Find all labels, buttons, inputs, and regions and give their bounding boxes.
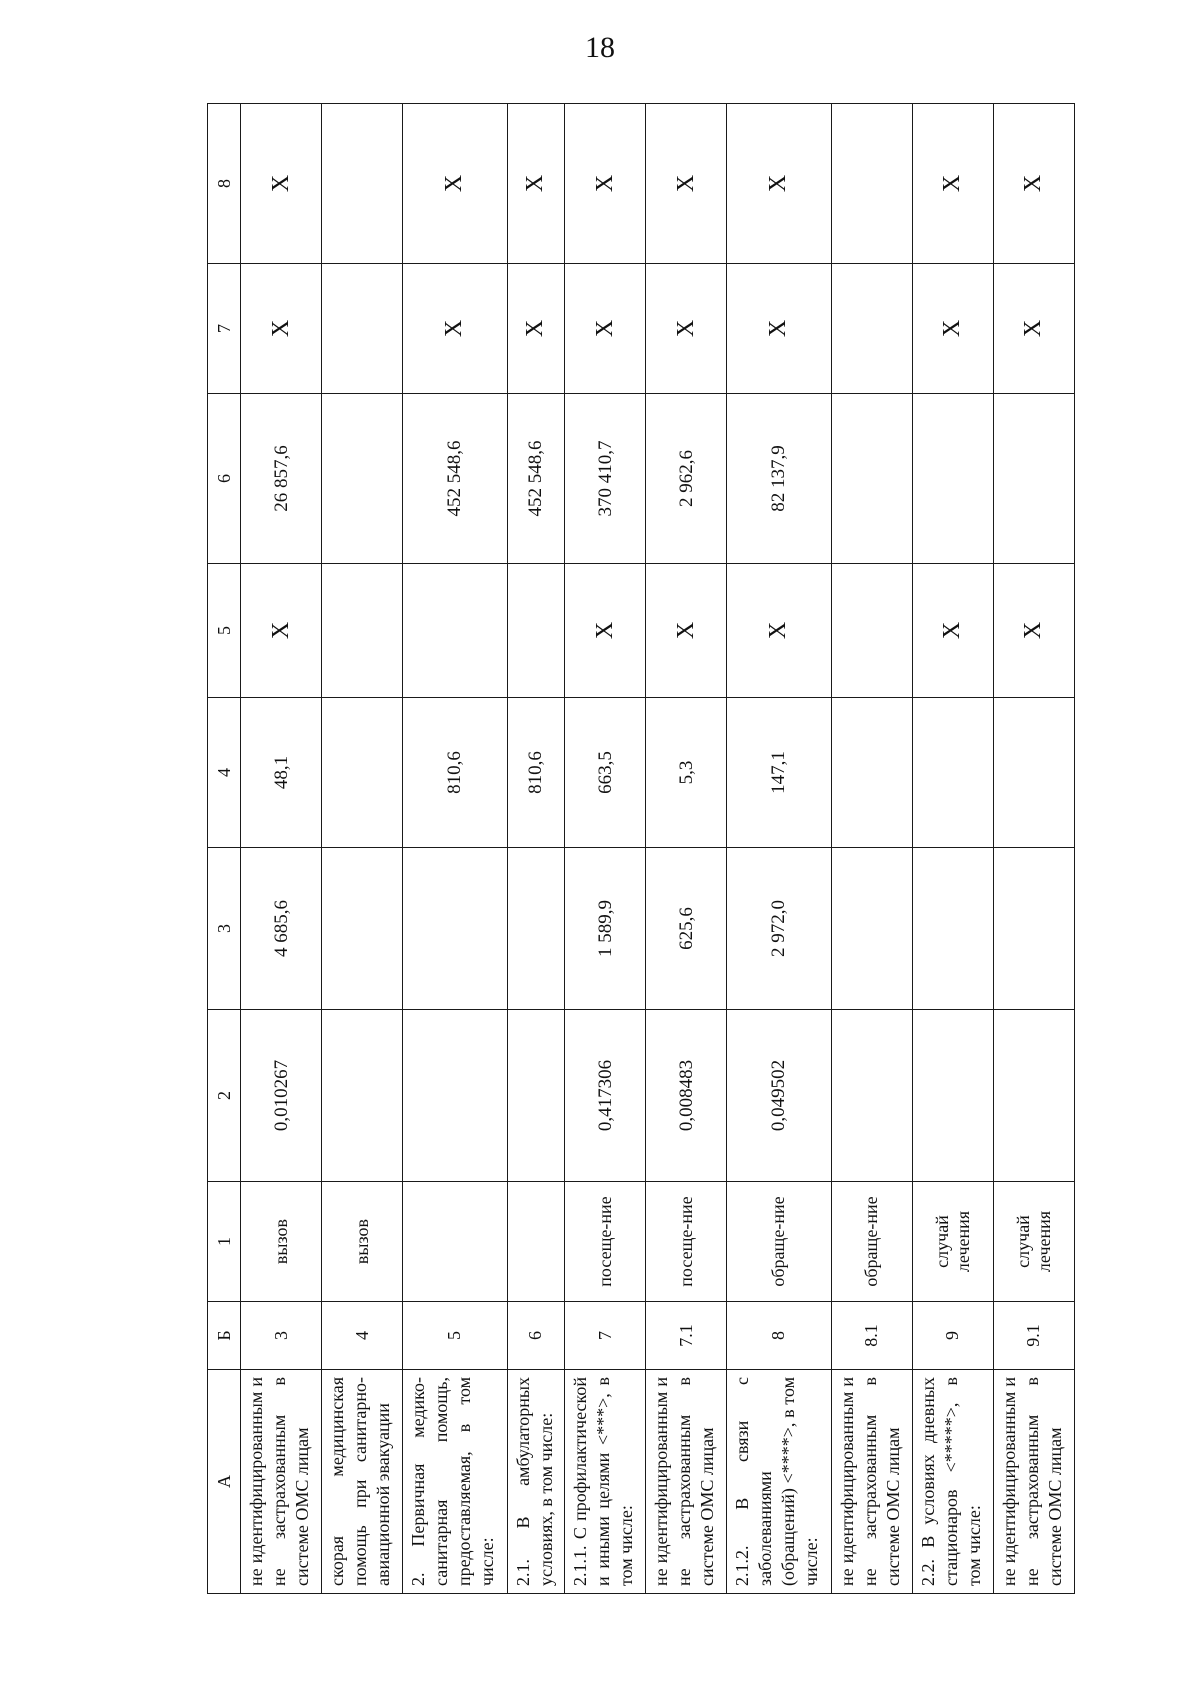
col-5-cell	[403, 564, 508, 698]
unit-cell: посеще-ние	[565, 1182, 646, 1302]
table-row	[912, 104, 993, 1594]
row-code: 8.1	[831, 1302, 912, 1370]
col-7-cell	[831, 264, 912, 394]
col-7-cell: X	[507, 264, 564, 394]
col-8-cell	[831, 104, 912, 264]
column-header-3: 3	[208, 848, 241, 1010]
column-header-5: 5	[208, 564, 241, 698]
col-8-cell: X	[507, 104, 564, 264]
col-4-cell: 5,3	[646, 698, 727, 848]
col-4-cell: 810,6	[403, 698, 508, 848]
row-label: 2.1. В амбулаторных условиях, в том числе:	[507, 1370, 564, 1594]
col-6-cell: 82 137,9	[727, 394, 832, 564]
row-code: 5	[403, 1302, 508, 1370]
column-header-2: 2	[208, 1010, 241, 1182]
column-header-4: 4	[208, 698, 241, 848]
col-6-cell	[322, 394, 403, 564]
col-2-cell	[322, 1010, 403, 1182]
col-5-cell: X	[241, 564, 322, 698]
data-table	[207, 103, 1075, 1594]
col-8-cell: X	[646, 104, 727, 264]
col-3-cell	[831, 848, 912, 1010]
col-6-cell	[912, 394, 993, 564]
col-2-cell	[912, 1010, 993, 1182]
col-5-cell: X	[727, 564, 832, 698]
unit-cell: вызов	[322, 1182, 403, 1302]
table-row	[241, 104, 322, 1594]
unit-cell: случай лечения	[912, 1182, 993, 1302]
col-8-cell: X	[912, 104, 993, 264]
col-4-cell: 810,6	[507, 698, 564, 848]
col-5-cell: X	[646, 564, 727, 698]
unit-cell: вызов	[241, 1182, 322, 1302]
col-7-cell	[322, 264, 403, 394]
row-label: 2.1.1. С профилактической и иными целями <***>, в том числе:	[565, 1370, 646, 1594]
unit-cell: случай лечения	[993, 1182, 1074, 1302]
column-header-8: 8	[208, 104, 241, 264]
row-label: 2. Первичная медико-санитарная помощь, предоставляемая, в том числе:	[403, 1370, 508, 1594]
col-8-cell: X	[565, 104, 646, 264]
column-header-1: 1	[208, 1182, 241, 1302]
col-5-cell: X	[912, 564, 993, 698]
col-6-cell	[831, 394, 912, 564]
col-3-cell	[507, 848, 564, 1010]
row-label: не идентифицированным и не застрахованным в системе ОМС лицам	[646, 1370, 727, 1594]
row-code: 7.1	[646, 1302, 727, 1370]
col-2-cell: 0,049502	[727, 1010, 832, 1182]
col-8-cell: X	[727, 104, 832, 264]
col-8-cell: X	[241, 104, 322, 264]
col-5-cell: X	[565, 564, 646, 698]
col-3-cell	[322, 848, 403, 1010]
col-5-cell	[831, 564, 912, 698]
col-6-cell: 2 962,6	[646, 394, 727, 564]
col-3-cell: 625,6	[646, 848, 727, 1010]
col-6-cell: 26 857,6	[241, 394, 322, 564]
col-5-cell	[322, 564, 403, 698]
unit-cell: обраще-ние	[831, 1182, 912, 1302]
col-4-cell: 48,1	[241, 698, 322, 848]
row-code: 6	[507, 1302, 564, 1370]
table-row	[727, 104, 832, 1594]
table-row	[831, 104, 912, 1594]
col-7-cell: X	[241, 264, 322, 394]
row-label: скорая медицинская помощь при санитарно-авиационной эвакуации	[322, 1370, 403, 1594]
unit-cell: посеще-ние	[646, 1182, 727, 1302]
row-label: не идентифицированным и не застрахованным в системе ОМС лицам	[993, 1370, 1074, 1594]
column-header-7: 7	[208, 264, 241, 394]
col-8-cell: X	[993, 104, 1074, 264]
col-7-cell: X	[727, 264, 832, 394]
col-3-cell: 2 972,0	[727, 848, 832, 1010]
row-code: 9	[912, 1302, 993, 1370]
row-label: 2.1.2. В связи с заболеваниями (обращений) <****>, в том числе:	[727, 1370, 832, 1594]
table-row	[322, 104, 403, 1594]
col-5-cell: X	[993, 564, 1074, 698]
table-row	[565, 104, 646, 1594]
col-3-cell: 4 685,6	[241, 848, 322, 1010]
col-3-cell: 1 589,9	[565, 848, 646, 1010]
col-4-cell: 147,1	[727, 698, 832, 848]
col-2-cell	[993, 1010, 1074, 1182]
col-2-cell: 0,008483	[646, 1010, 727, 1182]
col-7-cell: X	[565, 264, 646, 394]
col-5-cell	[507, 564, 564, 698]
col-3-cell	[403, 848, 508, 1010]
col-6-cell: 370 410,7	[565, 394, 646, 564]
unit-cell	[403, 1182, 508, 1302]
col-7-cell: X	[993, 264, 1074, 394]
col-2-cell: 0,010267	[241, 1010, 322, 1182]
col-8-cell: X	[403, 104, 508, 264]
col-4-cell: 663,5	[565, 698, 646, 848]
table-row	[993, 104, 1074, 1594]
column-header-b: Б	[208, 1302, 241, 1370]
table-row	[646, 104, 727, 1594]
column-header-a: А	[208, 1370, 241, 1594]
table-row	[507, 104, 564, 1594]
col-3-cell	[912, 848, 993, 1010]
rotated-table-frame	[207, 104, 1200, 1586]
col-7-cell: X	[403, 264, 508, 394]
row-label: 2.2. В условиях дневных стационаров <*****>, в том числе:	[912, 1370, 993, 1594]
row-code: 8	[727, 1302, 832, 1370]
page-number: 18	[585, 31, 615, 64]
col-2-cell	[507, 1010, 564, 1182]
row-code: 4	[322, 1302, 403, 1370]
col-6-cell: 452 548,6	[403, 394, 508, 564]
col-6-cell: 452 548,6	[507, 394, 564, 564]
row-label: не идентифицированным и не застрахованным в системе ОМС лицам	[831, 1370, 912, 1594]
col-2-cell	[831, 1010, 912, 1182]
data-table-rotated	[207, 104, 1075, 1594]
col-2-cell: 0,417306	[565, 1010, 646, 1182]
column-header-6: 6	[208, 394, 241, 564]
table-row	[403, 104, 508, 1594]
row-code: 9.1	[993, 1302, 1074, 1370]
col-4-cell	[831, 698, 912, 848]
row-label: не идентифицированным и не застрахованным в системе ОМС лицам	[241, 1370, 322, 1594]
col-3-cell	[993, 848, 1074, 1010]
row-code: 7	[565, 1302, 646, 1370]
col-4-cell	[912, 698, 993, 848]
col-7-cell: X	[912, 264, 993, 394]
col-4-cell	[993, 698, 1074, 848]
col-7-cell: X	[646, 264, 727, 394]
col-8-cell	[322, 104, 403, 264]
unit-cell: обраще-ние	[727, 1182, 832, 1302]
row-code: 3	[241, 1302, 322, 1370]
unit-cell	[507, 1182, 564, 1302]
col-6-cell	[993, 394, 1074, 564]
col-4-cell	[322, 698, 403, 848]
col-2-cell	[403, 1010, 508, 1182]
table-header-row	[208, 104, 241, 1594]
